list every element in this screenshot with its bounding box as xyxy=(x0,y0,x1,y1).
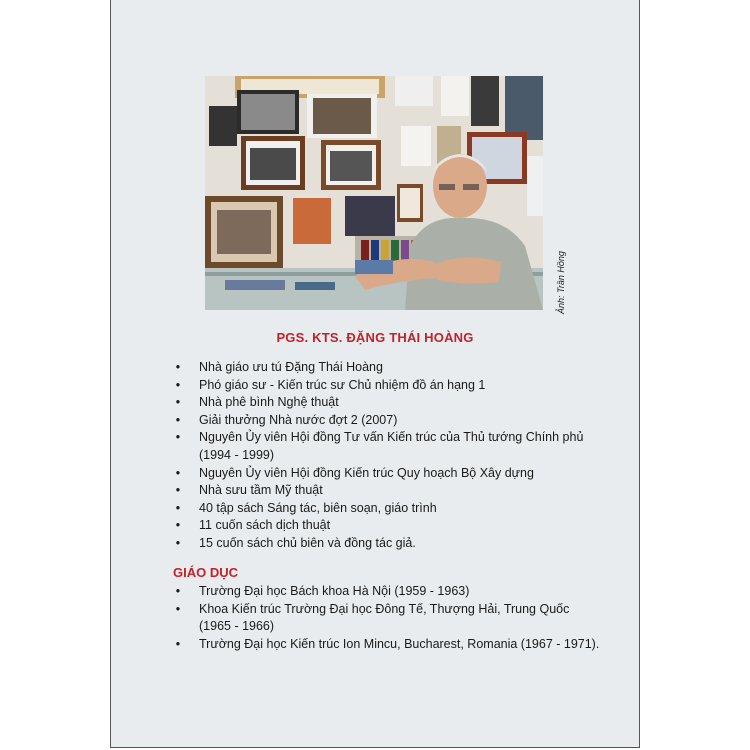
list-item: • Phó giáo sư - Kiến trúc sư Chủ nhiệm đồ án hạng 1 xyxy=(173,377,603,395)
list-item: • Nguyên Ủy viên Hội đồng Kiến trúc Quy hoạch Bộ Xây dựng xyxy=(173,465,603,483)
list-item: • Nhà giáo ưu tú Đặng Thái Hoàng xyxy=(173,359,603,377)
list-item: • Nguyên Ủy viên Hội đồng Tư vấn Kiến trúc của Thủ tướng Chính phủ (1994 - 1999) xyxy=(173,429,603,464)
list-item: • Giải thưởng Nhà nước đợt 2 (2007) xyxy=(173,412,603,430)
bullet-icon: • xyxy=(175,518,181,533)
bullet-icon: • xyxy=(175,395,181,410)
list-item: • 15 cuốn sách chủ biên và đồng tác giả. xyxy=(173,535,603,553)
bullet-icon: • xyxy=(175,601,181,616)
document-page xyxy=(110,0,640,748)
education-list xyxy=(173,583,603,653)
list-item: • Nhà phê bình Nghệ thuật xyxy=(173,394,603,412)
bullet-icon: • xyxy=(175,430,181,445)
photo-credit: Ảnh: Trần Hồng xyxy=(556,251,566,314)
bullet-icon: • xyxy=(175,535,181,550)
bullet-icon: • xyxy=(175,483,181,498)
list-item: • Khoa Kiến trúc Trường Đại học Đông Tế, Thượng Hải, Trung Quốc (1965 - 1966) xyxy=(173,601,603,636)
profile-name-title: PGS. KTS. ĐẶNG THÁI HOÀNG xyxy=(276,330,474,345)
bullet-icon: • xyxy=(175,465,181,480)
bullet-icon: • xyxy=(175,636,181,651)
bullet-icon: • xyxy=(175,377,181,392)
list-item: • 40 tập sách Sáng tác, biên soạn, giáo trình xyxy=(173,500,603,518)
profile-list xyxy=(173,359,603,553)
list-item: • Trường Đại học Bách khoa Hà Nội (1959 - 1963) xyxy=(173,583,603,601)
bullet-icon: • xyxy=(175,500,181,515)
portrait-photo xyxy=(205,76,543,310)
list-item: • 11 cuốn sách dịch thuật xyxy=(173,517,603,535)
bullet-icon: • xyxy=(175,412,181,427)
list-item: • Nhà sưu tầm Mỹ thuật xyxy=(173,482,603,500)
bullet-icon: • xyxy=(175,360,181,374)
education-heading: GIÁO DỤC xyxy=(173,565,238,580)
bullet-icon: • xyxy=(175,584,181,598)
list-item: • Trường Đại học Kiến trúc Ion Mincu, Bucharest, Romania (1967 - 1971). xyxy=(173,636,603,654)
